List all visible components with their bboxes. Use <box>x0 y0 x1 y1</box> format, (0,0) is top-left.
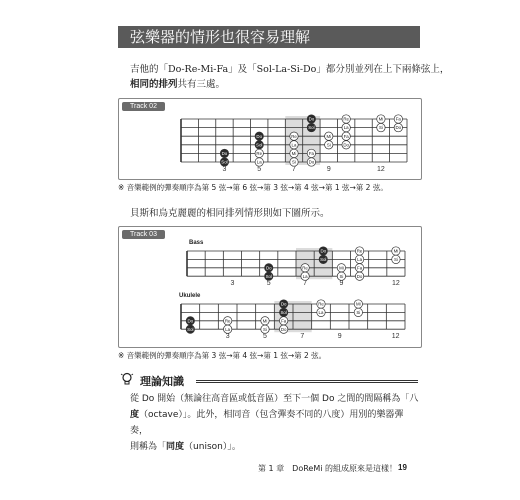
chapter-footer: 第 1 章 DoReMi 的組成原來是這樣！ <box>258 464 398 473</box>
track-03-label: Track 03 <box>122 230 165 239</box>
note-label: Do <box>265 265 272 271</box>
note-label: La <box>357 257 363 262</box>
fret-number: 12 <box>392 280 400 288</box>
fret-number: 3 <box>222 166 227 173</box>
section-title: 弦樂器的情形也很容易理解 <box>118 26 420 48</box>
theory-line-2: 度（octave）」。此外，相同音（包含彈奏不同的八度）用別的樂器彈奏， <box>130 410 404 436</box>
note-label: La <box>256 159 262 165</box>
note-label: Fa <box>343 133 349 139</box>
note-label: Do <box>280 301 287 307</box>
fret-number: 9 <box>326 166 331 173</box>
note-label: Si <box>326 142 331 148</box>
track-02-label: Track 02 <box>122 102 165 111</box>
note-label: Do <box>187 318 194 324</box>
note-label: Mi <box>393 248 399 254</box>
fret-number: 5 <box>263 333 267 341</box>
note-label: Re <box>356 248 363 254</box>
note-label: Sol <box>308 125 315 131</box>
bass-label: Bass <box>189 240 204 246</box>
note-label: Sol <box>221 159 228 165</box>
note-label: Re <box>343 116 349 122</box>
note-label: Mi <box>262 318 268 324</box>
note-label: Sol <box>187 326 194 332</box>
note-label: Mi <box>356 301 361 307</box>
note-label: Mi <box>291 151 297 156</box>
note-label: Re <box>302 265 308 271</box>
note-label: Si <box>292 159 296 165</box>
bass-ukulele-fretboard <box>119 227 421 347</box>
note-label: Fa <box>308 151 314 156</box>
note-label: Re <box>318 301 324 307</box>
ukulele-label: Ukulele <box>179 293 201 299</box>
theory-heading <box>118 372 418 388</box>
note-label: La <box>318 310 324 315</box>
note-label: La <box>343 125 349 131</box>
note-label: Si <box>378 125 383 131</box>
note-label: Do <box>221 151 228 156</box>
intro-line-2 <box>130 77 225 92</box>
note-label: Do <box>320 248 327 254</box>
note-label: Sol <box>265 273 272 279</box>
fret-number: 9 <box>339 280 344 288</box>
note-label: Re <box>224 318 231 324</box>
fret-number: 7 <box>292 166 296 173</box>
note-label: Mi <box>378 116 384 122</box>
lightbulb-icon <box>120 372 134 389</box>
note-label: La <box>225 326 231 332</box>
note-label: Fa <box>281 318 287 324</box>
fret-number: 5 <box>266 280 271 288</box>
note-label: La <box>302 273 308 279</box>
bass-intro: 貝斯和烏克麗麗的相同排列情形則如下圖所示。 <box>130 208 330 219</box>
guitar-diagram-box <box>118 98 422 180</box>
note-label: Si <box>263 326 267 332</box>
note-label: Sol <box>280 310 287 315</box>
theory-line-3: 則稱為「同度（unison）」。 <box>130 442 241 452</box>
fret-number: 5 <box>257 166 262 173</box>
theory-rule <box>196 380 418 383</box>
note-label: Do <box>395 125 402 131</box>
bass-ukulele-diagram-box <box>118 226 422 348</box>
fret-number: 3 <box>225 333 230 341</box>
note-label: Do <box>280 326 287 332</box>
note-label: Si <box>393 257 398 262</box>
page-number: 19 <box>398 463 407 472</box>
guitar-fretboard <box>119 99 421 179</box>
fret-number: 7 <box>303 280 308 288</box>
note-label: Do <box>343 142 349 148</box>
intro-bold: 相同的排列 <box>130 79 178 90</box>
guitar-order-note: ※ 音樂範例的彈奏順序為第 5 弦→第 6 弦→第 3 弦→第 4 弦→第 1 弦→第 2 弦。 <box>118 183 388 192</box>
theory-heading-text: 理論知識 <box>140 375 184 388</box>
fret-number: 12 <box>377 166 385 173</box>
note-label: Do <box>308 116 315 122</box>
fret-number: 12 <box>391 333 400 341</box>
note-label: Re <box>291 133 297 139</box>
fret-number: 7 <box>300 333 305 341</box>
theory-body <box>130 391 420 455</box>
note-label: Sol <box>320 257 327 262</box>
note-label: Re <box>256 151 263 156</box>
intro-line-1: 吉他的「Do-Re-Mi-Fa」及「Sol-La-Si-Do」都分別並列在上下兩條弦上， <box>130 64 450 75</box>
note-label: Si <box>356 310 361 315</box>
note-label: Do <box>308 159 315 165</box>
fret-number: 3 <box>230 280 235 288</box>
fret-number: 9 <box>337 333 342 341</box>
note-label: Mi <box>339 265 344 271</box>
note-label: Fa <box>395 116 401 122</box>
bass-order-note: ※ 音樂範例的彈奏順序為第 3 弦→第 4 弦→第 1 弦→第 2 弦。 <box>118 351 327 360</box>
note-label: Fa <box>357 265 363 271</box>
note-label: Mi <box>326 133 332 139</box>
intro-rest: 共有三處。 <box>177 79 226 90</box>
theory-line-1: 從 Do 開始（無論往高音區或低音區）至下一個 Do 之間的間隔稱為「八 <box>130 394 419 404</box>
note-label: Sol <box>256 142 263 148</box>
note-label: Do <box>256 133 263 139</box>
note-label: Si <box>339 273 344 279</box>
note-label: La <box>291 142 297 148</box>
note-label: Do <box>356 273 363 279</box>
